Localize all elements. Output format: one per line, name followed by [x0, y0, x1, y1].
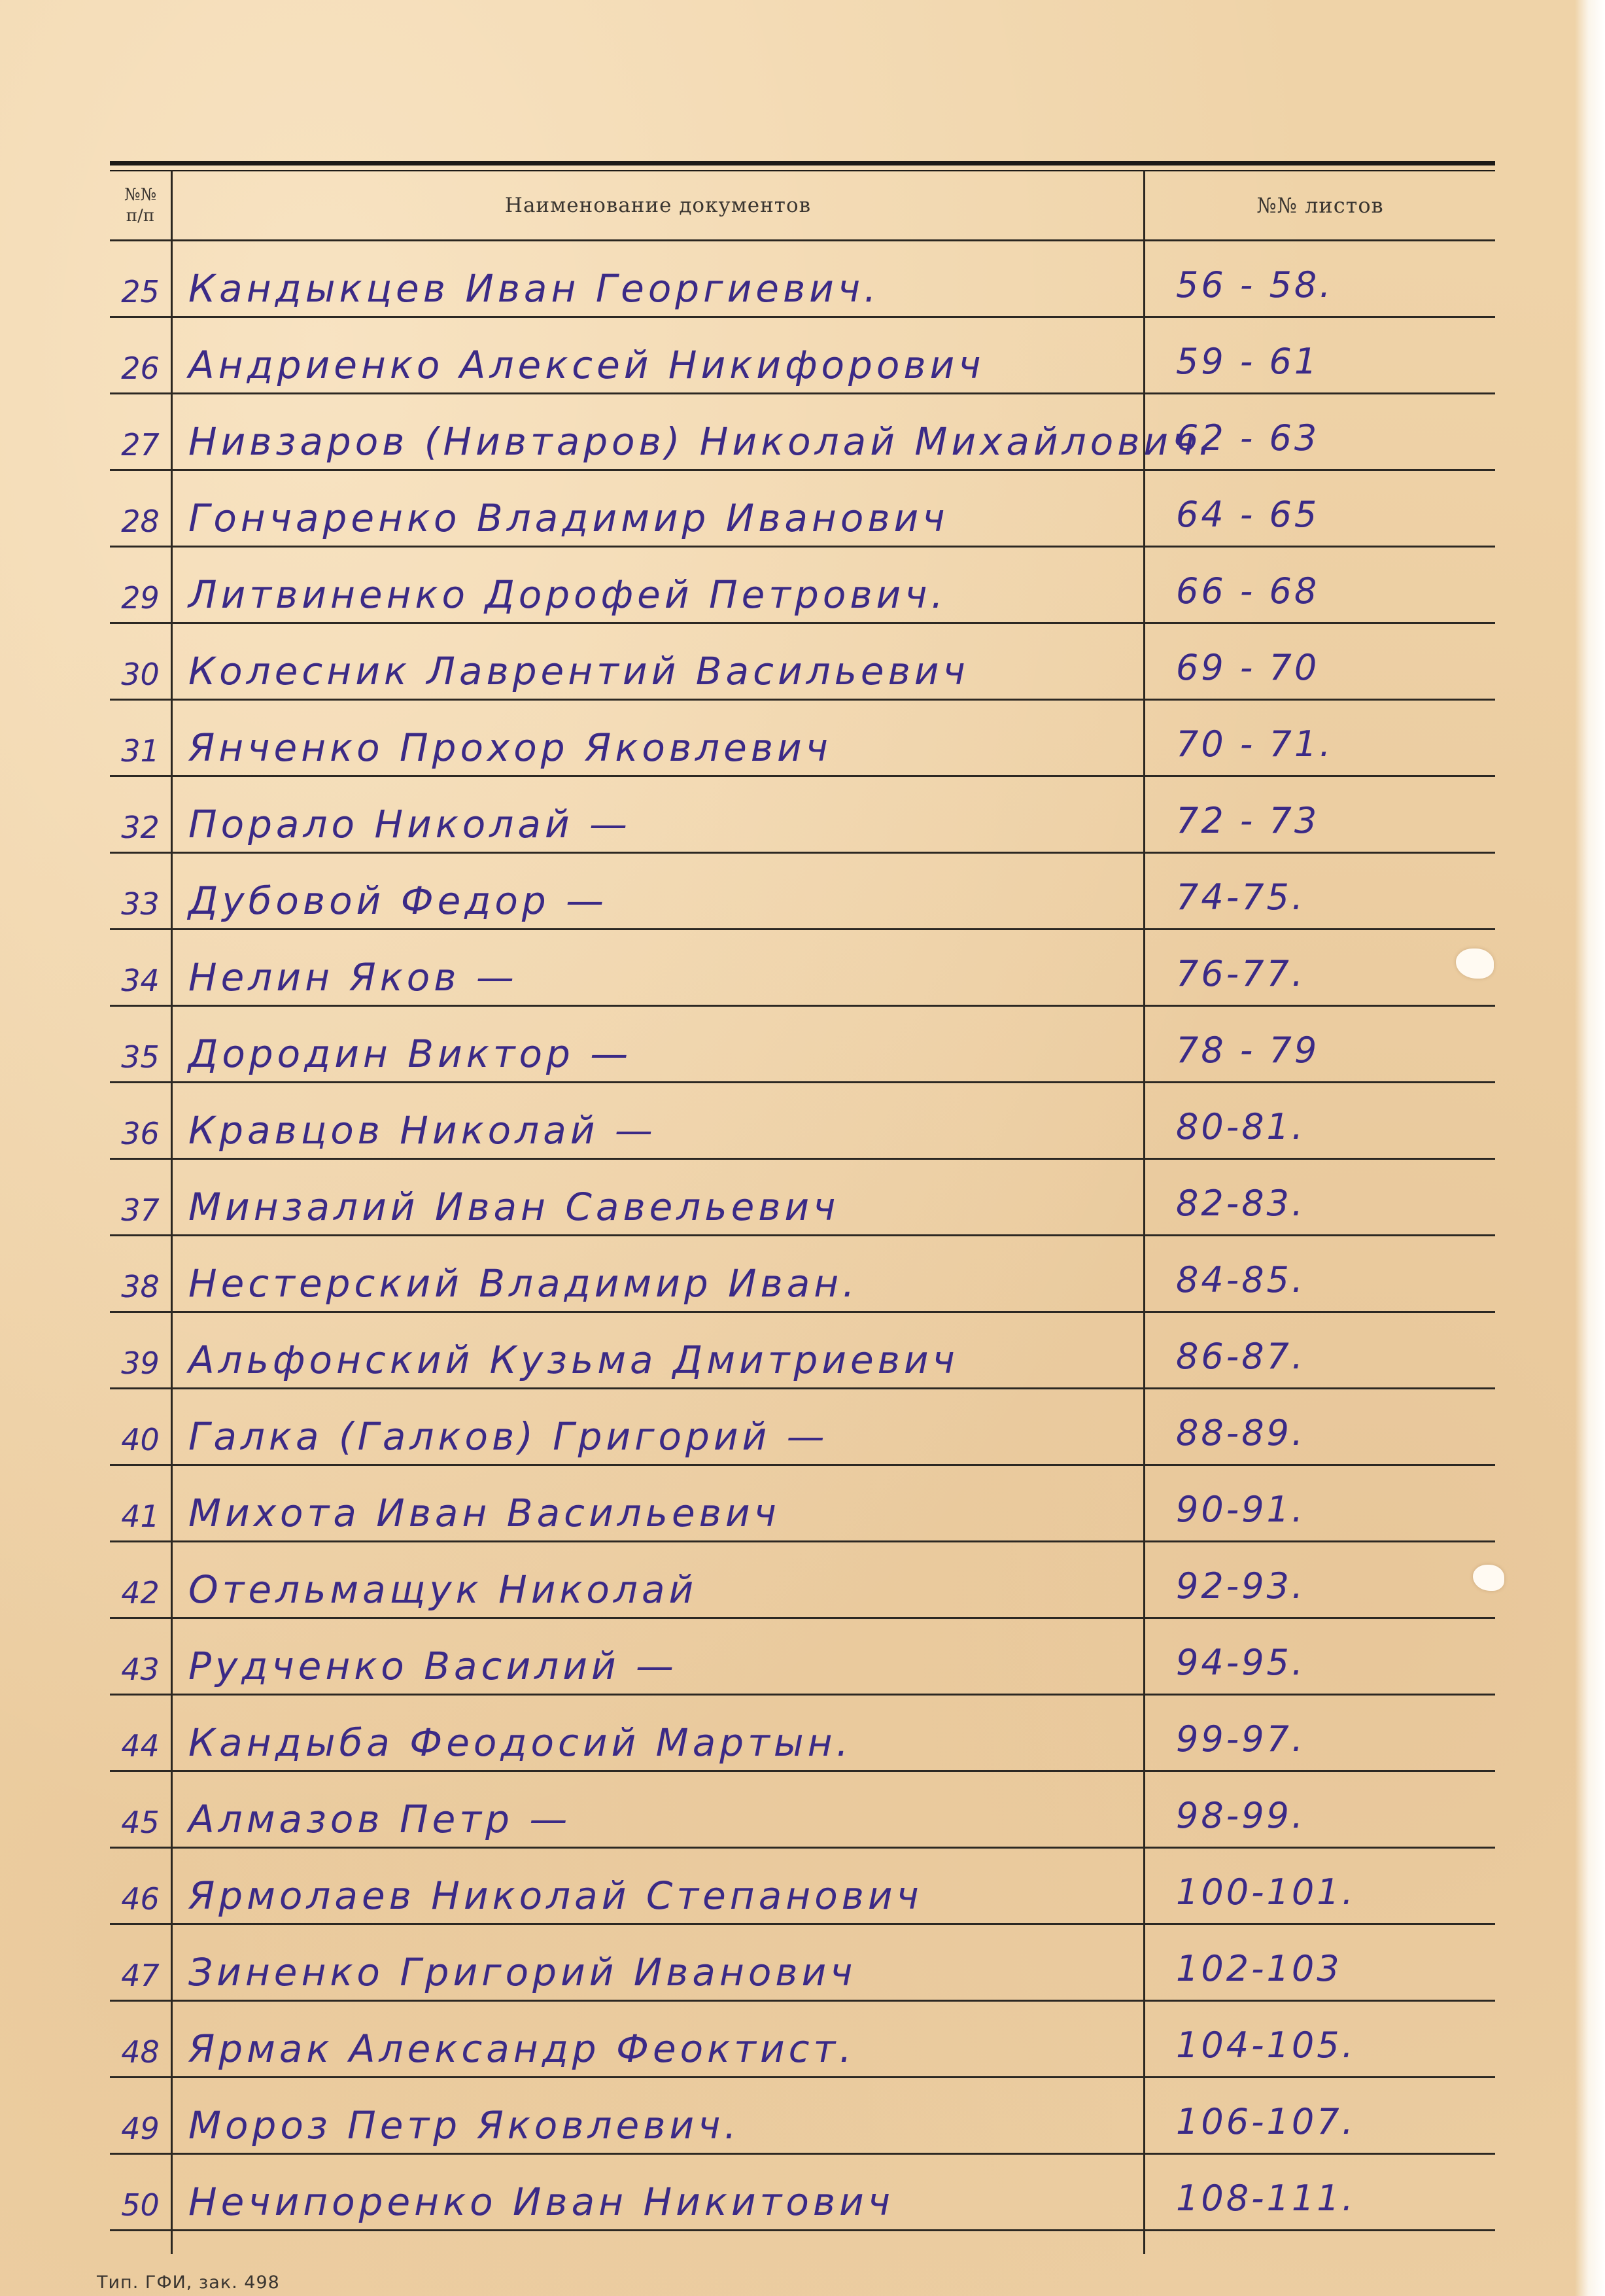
table-row: [110, 1466, 1495, 1542]
table-row: [110, 854, 1495, 930]
row-number: 39: [121, 1346, 160, 1381]
row-number: 30: [121, 657, 160, 692]
table-row: [110, 930, 1495, 1007]
row-document-name: Кандыба Феодосий Мартын.: [188, 1720, 853, 1765]
table-row: [110, 1236, 1495, 1313]
table-row: [110, 777, 1495, 854]
row-sheet-numbers: 78 - 79: [1176, 1030, 1320, 1071]
row-number: 36: [121, 1116, 160, 1151]
row-sheet-numbers: 106-107.: [1176, 2101, 1356, 2142]
row-number: 43: [121, 1652, 160, 1687]
row-document-name: Дубовой Федор —: [188, 878, 608, 923]
print-info: Тип. ГФИ, зак. 498: [97, 2272, 280, 2293]
table-top-rule: [110, 161, 1495, 165]
row-number: 26: [121, 351, 160, 386]
row-sheet-numbers: 88-89.: [1176, 1412, 1306, 1453]
row-document-name: Нестерский Владимир Иван.: [188, 1261, 859, 1306]
row-number: 42: [121, 1575, 160, 1610]
row-document-name: Янченко Прохор Яковлевич: [188, 725, 832, 770]
row-sheet-numbers: 92-93.: [1176, 1565, 1306, 1607]
table-row: [110, 1925, 1495, 2002]
row-document-name: Ярмолаев Николай Степанович: [188, 1873, 923, 1918]
row-document-name: Колесник Лаврентий Васильевич: [188, 649, 969, 693]
document-table: [110, 161, 1495, 2254]
row-sheet-numbers: 64 - 65: [1176, 494, 1320, 535]
row-document-name: Галка (Галков) Григорий —: [188, 1414, 829, 1459]
row-sheet-numbers: 69 - 70: [1176, 647, 1320, 688]
row-sheet-numbers: 84-85.: [1176, 1259, 1306, 1300]
table-row: [110, 1313, 1495, 1389]
row-sheet-numbers: 104-105.: [1176, 2025, 1356, 2066]
row-document-name: Кравцов Николай —: [188, 1108, 657, 1153]
table-row: [110, 1160, 1495, 1236]
row-document-name: Зиненко Григорий Иванович: [188, 1950, 857, 1994]
row-number: 45: [121, 1805, 160, 1840]
row-number: 32: [121, 810, 160, 845]
row-sheet-numbers: 86-87.: [1176, 1336, 1306, 1377]
header-number-column: [110, 173, 171, 238]
row-sheet-numbers: 102-103: [1176, 1948, 1342, 1989]
header-number-line2: п/п: [126, 206, 155, 226]
row-sheet-numbers: 99-97.: [1176, 1718, 1306, 1760]
table-row: [110, 2155, 1495, 2231]
row-sheet-numbers: 98-99.: [1176, 1795, 1306, 1836]
row-document-name: Кандыкцев Иван Георгиевич.: [188, 266, 880, 311]
row-sheet-numbers: 80-81.: [1176, 1106, 1306, 1147]
table-row: [110, 701, 1495, 777]
row-sheet-numbers: 74-75.: [1176, 877, 1306, 918]
row-number: 41: [121, 1499, 160, 1534]
row-sheet-numbers: 90-91.: [1176, 1489, 1306, 1530]
row-document-name: Алмазов Петр —: [188, 1797, 572, 1841]
table-row: [110, 394, 1495, 471]
table-row: [110, 471, 1495, 548]
table-row: [110, 624, 1495, 701]
row-number: 31: [121, 733, 160, 769]
row-document-name: Порало Николай —: [188, 802, 632, 846]
row-number: 48: [121, 2034, 160, 2070]
row-number: 35: [121, 1039, 160, 1075]
row-number: 47: [121, 1958, 160, 1993]
row-document-name: Дородин Виктор —: [188, 1032, 632, 1076]
row-number: 44: [121, 1728, 160, 1764]
row-sheet-numbers: 62 - 63: [1176, 417, 1320, 459]
row-number: 33: [121, 886, 160, 922]
table-row: [110, 1389, 1495, 1466]
header-sheets-column: №№ листов: [1256, 193, 1384, 218]
row-sheet-numbers: 108-111.: [1176, 2178, 1356, 2219]
row-document-name: Михота Иван Васильевич: [188, 1491, 780, 1535]
header-name-column: Наименование документов: [504, 194, 812, 217]
row-number: 50: [121, 2187, 160, 2223]
row-sheet-numbers: 59 - 61: [1176, 341, 1320, 382]
table-row: [110, 241, 1495, 318]
table-row: [110, 1619, 1495, 1696]
row-number: 37: [121, 1192, 160, 1228]
row-document-name: Литвиненко Дорофей Петрович.: [188, 572, 947, 617]
row-document-name: Рудченко Василий —: [188, 1644, 678, 1688]
row-document-name: Нивзаров (Нивтаров) Николай Михайлович.: [188, 419, 1215, 464]
table-top-rule-thin: [110, 170, 1495, 171]
table-row: [110, 1542, 1495, 1619]
row-sheet-numbers: 82-83.: [1176, 1183, 1306, 1224]
table-row: [110, 2002, 1495, 2078]
row-sheet-numbers: 72 - 73: [1176, 800, 1320, 841]
row-number: 49: [121, 2111, 160, 2146]
table-row: [110, 1696, 1495, 1772]
row-document-name: Нелин Яков —: [188, 955, 518, 1000]
row-number: 40: [121, 1422, 160, 1457]
row-document-name: Мороз Петр Яковлевич.: [188, 2103, 740, 2148]
row-sheet-numbers: 76-77.: [1176, 953, 1306, 994]
row-document-name: Альфонский Кузьма Дмитриевич: [188, 1338, 959, 1382]
table-row: [110, 1772, 1495, 1849]
row-sheet-numbers: 66 - 68: [1176, 570, 1320, 612]
row-number: 28: [121, 504, 160, 539]
row-number: 46: [121, 1881, 160, 1917]
table-row: [110, 1083, 1495, 1160]
table-row: [110, 548, 1495, 624]
row-document-name: Отельмащук Николай: [188, 1567, 698, 1612]
row-document-name: Гончаренко Владимир Иванович: [188, 496, 949, 540]
row-sheet-numbers: 94-95.: [1176, 1642, 1306, 1683]
row-number: 25: [121, 274, 160, 309]
table-row: [110, 1849, 1495, 1925]
row-document-name: Андриенко Алексей Никифорович: [188, 343, 985, 387]
table-row: [110, 1007, 1495, 1083]
page-edge: [1575, 0, 1605, 2296]
row-number: 29: [121, 580, 160, 616]
row-sheet-numbers: 70 - 71.: [1176, 723, 1334, 765]
row-number: 38: [121, 1269, 160, 1304]
table-row: [110, 2078, 1495, 2155]
row-number: 27: [121, 427, 160, 462]
header-number-line1: №№: [124, 185, 157, 205]
row-document-name: Нечипоренко Иван Никитович: [188, 2180, 894, 2224]
row-sheet-numbers: 100-101.: [1176, 1871, 1356, 1913]
row-document-name: Ярмак Александр Феоктист.: [188, 2026, 855, 2071]
table-row: [110, 318, 1495, 394]
row-document-name: Минзалий Иван Савельевич: [188, 1185, 840, 1229]
row-number: 34: [121, 963, 160, 998]
row-sheet-numbers: 56 - 58.: [1176, 264, 1334, 305]
